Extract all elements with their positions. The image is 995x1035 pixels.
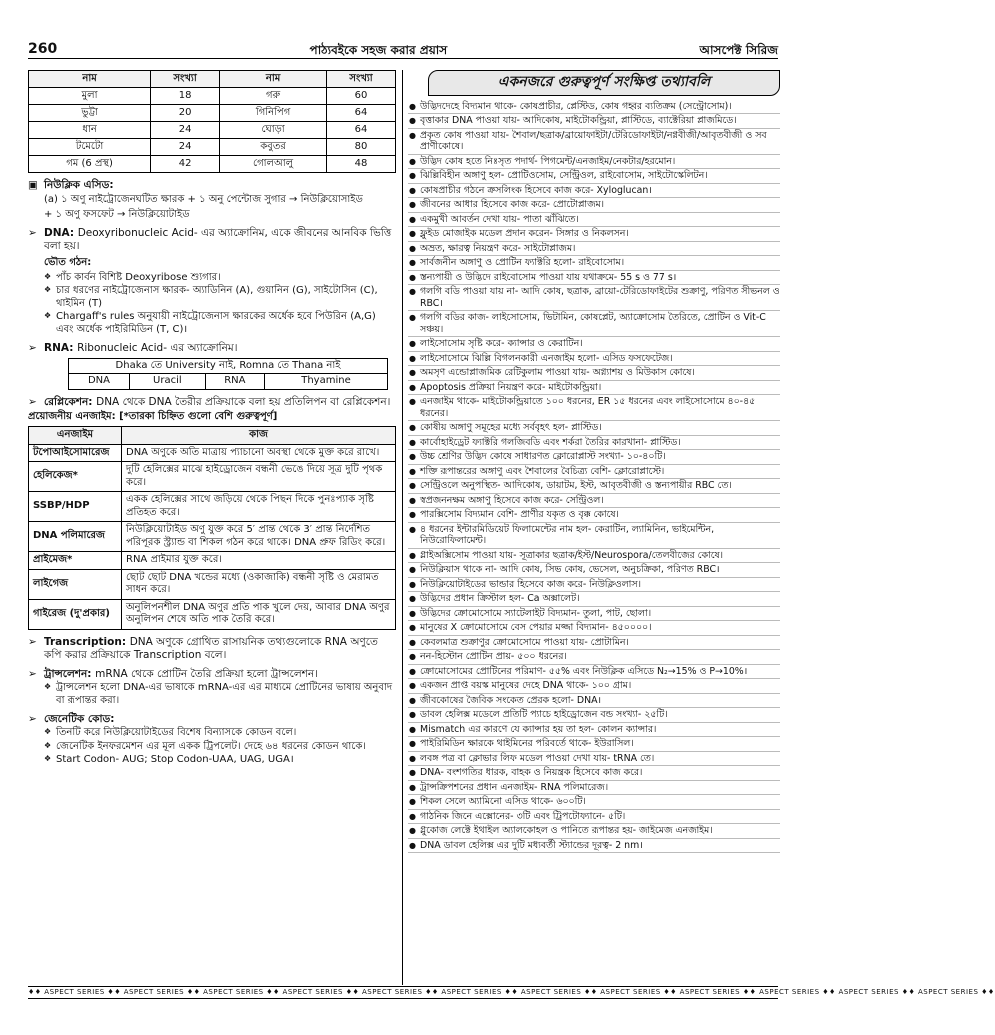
translation-section xyxy=(28,668,396,707)
table-cell: মুলা xyxy=(29,88,151,105)
enzyme-function: ছোট ছোট DNA খন্ডের মধ্যে (ওকাজাকি) বন্ধনী সৃষ্টি ও মেরামত সাধন করে। xyxy=(122,569,396,599)
fact-item: ● কেবলমাত্র শুক্রাণুর ক্রোমোসোমে পাওয়া যায়- প্রোটামিন। xyxy=(408,636,780,651)
section-label: রেপ্লিকেশন: xyxy=(44,395,93,408)
fact-item: ● শিকল সেলে অ্যামিনো এসিড থাকে- ৬০০টি। xyxy=(408,795,780,810)
table-header: নাম xyxy=(220,71,327,88)
table-row xyxy=(29,156,396,173)
table-row xyxy=(69,374,388,390)
table-cell: ভুট্টা xyxy=(29,105,151,122)
fact-item: ● ফ্লুইড মোজাইক মডেল প্রদান করেন- সিঙ্গার ও নিকলসন। xyxy=(408,227,780,242)
section-label: DNA: xyxy=(44,227,75,240)
right-column xyxy=(408,70,780,853)
fact-item: ● মানুষের X ক্রোমোসোমে বেস পেয়ার মজ্জা বিদ্যমান- ৪৫০০০০। xyxy=(408,621,780,636)
enzyme-function: RNA প্রাইমার যুক্ত করে। xyxy=(122,552,396,570)
table-row xyxy=(29,599,396,629)
section-text: DNA অণুকে গ্রোথিত রাসায়নিক তথ্যগুলোকে RNA অণুতে কপি করার প্রক্রিয়াকে Transcription বলে। xyxy=(44,635,378,661)
table-cell: গরু xyxy=(220,88,327,105)
list-item: ❖ জেনেটিক ইনফরমেশন এর মূল একক ট্রিপলেট। দেহে ৬৪ ধরনের কোডন থাকে। xyxy=(44,741,396,754)
fact-item: ● লাইসোসোমে ঝিল্লি বিগলনকারী এনজাইম হলো- এসিড ফসফেটেজ। xyxy=(408,352,780,367)
fact-item: ● ঝিল্লিবিহীন অঙ্গাণু হল- প্রোটিওসোম, সেন্ট্রিওল, রাইবোসোম, সাইটোস্কেলিটন। xyxy=(408,169,780,184)
footer-strip: ♦♦ ASPECT SERIES ♦♦ ASPECT SERIES ♦♦ ASPECT SERIES ♦♦ ASPECT SERIES ♦♦ ASPECT SERIES ♦♦ ASPECT SERIES ♦♦ ASPECT SERIES ♦♦ ASPECT SERIES ♦♦ ASPECT SERIES ♦♦ ASPECT SERIES ♦♦ ASPECT SERIES ♦♦ ASPECT SERIES ♦♦ xyxy=(28,986,778,999)
list-item: ❖ ট্রান্সলেশন হলো DNA-এর ভাষাকে mRNA-এর এর মাধ্যমে প্রোটিনের ভাষায় অনুবাদ বা রূপান্তর করা। xyxy=(44,682,396,707)
mnemonic-caption: Dhaka তে University নাই, Romna তে Thana নাই xyxy=(69,358,388,374)
fact-item: ● গাঠনিক জিনে এক্সোনের- ৩টি এবং ট্রিপটোফ্যানে- ৫টি। xyxy=(408,810,780,825)
arrow-bullet-icon: ➢ xyxy=(28,395,37,408)
enzyme-note: [*তারকা চিহ্নিত গুলো বেশি গুরুত্বপূর্ণ] xyxy=(119,410,278,422)
page-header xyxy=(28,42,778,59)
table-header-row xyxy=(29,427,396,445)
enzyme-name: SSBP/HDP xyxy=(29,492,122,522)
facts-list xyxy=(408,100,780,854)
sub-heading: ভৌত গঠন: xyxy=(44,257,92,269)
list-item: ❖ Start Codon- AUG; Stop Codon-UAA, UAG, UGA। xyxy=(44,754,396,767)
table-cell: 80 xyxy=(327,139,396,156)
table-cell: Thyamine xyxy=(264,374,387,390)
fact-item: ● গলগি বডি পাওয়া যায় না- আদি কোষ, ছত্রাক, ব্রায়ো-টেরিডোফাইটের শুক্রাণু, পরিণত সীভনল ও RBC। xyxy=(408,285,780,311)
genetic-code-section xyxy=(28,713,396,767)
fact-item: ● পারক্সিসোম বিদ্যমান বেশি- প্রাণীর যকৃত ও বৃক্ক কোষে। xyxy=(408,508,780,523)
section-text: DNA থেকে DNA তৈরীর প্রক্রিয়াকে বলা হয় প্রতিলিপন বা রেপ্লিকেশন। xyxy=(96,395,391,408)
enzyme-name: DNA পলিমারেজ xyxy=(29,522,122,552)
fact-item: ● উচ্চ শ্রেণির উদ্ভিদ কোষে সাধারণত ক্লোরোপ্লাস্ট সংখ্যা- ১০-৪০টি। xyxy=(408,450,780,465)
chromosome-table xyxy=(28,70,396,173)
table-row xyxy=(29,444,396,462)
enzyme-function: দুটি হেলিক্সের মাঝে হাইড্রোজেন বন্ধনী ভেঙে দিয়ে সূত্র দুটি পৃথক করে। xyxy=(122,462,396,492)
fact-item: ● অভ্রত, ক্ষারত্ব নিয়ন্ত্রণ করে- সাইটোপ্লাজম। xyxy=(408,242,780,257)
table-cell: 48 xyxy=(327,156,396,173)
fact-item: ● কোষপ্রাচীর গঠনে ক্রসলিংক হিসেবে কাজ করে- Xyloglucan। xyxy=(408,184,780,199)
table-cell: DNA xyxy=(69,374,130,390)
square-bullet-icon: ▣ xyxy=(28,179,38,191)
fact-item: ● উদ্ভিদদেহে বিদ্যমান থাকে- কোষপ্রাচীর, প্লেস্টিড, কোষ গহ্বর ব্যতিক্রম (সেন্ট্রোসোম)। xyxy=(408,100,780,115)
table-row xyxy=(29,122,396,139)
fact-item: ● বৃত্তাকার DNA পাওয়া যায়- আদিকোষ, মাইটোকন্ড্রিয়া, প্লাস্টিডে, ব্যাক্টেরিয়া প্লাজমিডে। xyxy=(408,114,780,129)
section-label: ট্রান্সলেশন: xyxy=(44,667,92,680)
transcription-section xyxy=(28,636,396,662)
enzyme-function: DNA অণুকে অতি মাত্রায় প্যাচানো অবস্থা থেকে মুক্ত করে রাখে। xyxy=(122,444,396,462)
enzyme-name: টপোআইসোমারেজ xyxy=(29,444,122,462)
fact-item: ● লবঙ্গ পত্র বা ক্লোভার লিফ মডেল পাওয়া দেখা যায়- tRNA তে। xyxy=(408,752,780,767)
mnemonic-table xyxy=(68,358,388,390)
table-cell: RNA xyxy=(205,374,264,390)
table-cell: 42 xyxy=(151,156,220,173)
table-cell: 60 xyxy=(327,88,396,105)
rna-section xyxy=(28,342,396,389)
fact-item: ● উদ্ভিদের ক্রোমোসোমে স্যাটেলাইট বিদ্যমান- তুলা, পাট, ছোলা। xyxy=(408,607,780,622)
fact-item: ● এনজাইম থাকে- মাইটোকন্ড্রিয়াতে ১০০ ধরনের, ER ১৫ ধরনের এবং লাইসোসোমে ৪০-৪৫ ধরনের। xyxy=(408,395,780,421)
table-header: সংখ্যা xyxy=(151,71,220,88)
fact-item: ● Mismatch এর কারণে যে ক্যান্সার হয় তা হল- কোলন ক্যান্সার। xyxy=(408,723,780,738)
arrow-bullet-icon: ➢ xyxy=(28,635,37,648)
enzyme-function: একক হেলিক্সের সাথে জড়িয়ে থেকে পিছন দিকে পুনঃপ্যাক সৃষ্টি প্রতিহত করে। xyxy=(122,492,396,522)
table-cell: 64 xyxy=(327,122,396,139)
enzyme-function: অনুলিপনশীল DNA অণুর প্রতি পাক খুলে দেয়, আবার DNA অণুর অনুলিপন শেষে অতি পাক তৈরি করে। xyxy=(122,599,396,629)
fact-item: ● নিউক্লিয়োটাইডের ভান্ডার হিসেবে কাজ করে- নিউক্লিওলাস। xyxy=(408,578,780,593)
table-row xyxy=(29,462,396,492)
arrow-bullet-icon: ➢ xyxy=(28,667,37,680)
fact-item: ● ক্রোমোসোমের প্রোটিনের পরিমাণ- ৫৫% এবং নিউক্লিক এসিডে N₂→15% ও P→10%। xyxy=(408,665,780,680)
page-number: 260 xyxy=(28,40,58,57)
arrow-bullet-icon: ➢ xyxy=(28,713,37,725)
section-text: Ribonucleic Acid- এর অ্যাক্রোনিম। xyxy=(77,342,238,355)
header-series-name: আসপেক্ট সিরিজ xyxy=(699,43,778,57)
enzyme-name: লাইগেজ xyxy=(29,569,122,599)
dna-points-list xyxy=(28,272,396,337)
column-divider xyxy=(402,70,403,985)
fact-item: ● শক্তি রূপান্তরের অঙ্গাণু এবং শৈবালের বৈচিত্র্য বেশি- ক্লোরোপ্লাস্টে। xyxy=(408,465,780,480)
list-item: ❖ তিনটি করে নিউক্লিয়োটাইডের বিশেষ বিন্যাসকে কোডন বলে। xyxy=(44,727,396,740)
section-label: Transcription: xyxy=(44,635,127,648)
section-heading: নিউক্লিক এসিড: xyxy=(44,179,114,191)
fact-item: ● DNA ডাবল হেলিক্স এর দুটি মধ্যবর্তী স্ট্যান্ডের দূরত্ব- 2 nm। xyxy=(408,839,780,854)
list-item: ❖ চার ধরণের নাইট্রোজেনাস ক্ষারক- অ্যাডিনিন (A), গুয়ানিন (G), সাইটোসিন (C), থাইমিন (T) xyxy=(44,285,396,310)
fact-item: ● DNA- বংশগতির ধারক, বাহক ও নিয়ন্ত্রক হিসেবে কাজ করে। xyxy=(408,766,780,781)
arrow-bullet-icon: ➢ xyxy=(28,227,37,240)
enzyme-name: হেলিকেজ* xyxy=(29,462,122,492)
table-cell: 64 xyxy=(327,105,396,122)
fact-item: ● স্তন্যপায়ী ও উদ্ভিদে রাইবোসোম পাওয়া যায় যথাক্রমে- 55 s ও 77 s। xyxy=(408,271,780,286)
section-text: Deoxyribonucleic Acid- এর অ্যাক্রোনিম, একে জীবনের আনবিক ভিত্তি বলা হয়। xyxy=(44,227,392,253)
formula-line: + ১ অণু ফসফেট → নিউক্লিয়োটাইড xyxy=(44,208,190,220)
fact-item: ● নন-হিস্টোন প্রোটিন প্রায়- ৫০০ ধরনের। xyxy=(408,650,780,665)
table-cell: ঘোড়া xyxy=(220,122,327,139)
section-text: mRNA থেকে প্রোটিন তৈরি প্রক্রিয়া হলো ট্রান্সলেশন। xyxy=(95,667,318,680)
translation-points-list xyxy=(28,682,396,707)
facts-title: একনজরে গুরুত্বপূর্ণ সংক্ষিপ্ত তথ্যাবলি xyxy=(428,70,780,96)
arrow-bullet-icon: ➢ xyxy=(28,342,37,355)
table-cell: 18 xyxy=(151,88,220,105)
section-label: RNA: xyxy=(44,342,74,355)
fact-item: ● গ্লাইঅক্সিসোম পাওয়া যায়- সূত্রাকার ছত্রাক/ইস্ট/Neurospora/তেলবীজের কোষে। xyxy=(408,549,780,564)
fact-item: ● সার্বজনীন অঙ্গাণু ও প্রোটিন ফ্যাক্টরি হলো- রাইবোসোম। xyxy=(408,256,780,271)
table-row xyxy=(29,88,396,105)
list-item: ❖ Chargaff's rules অনুযায়ী নাইট্রোজেনাস ক্ষারকের অর্ধেক হবে পিউরিন (A,G) এবং অর্ধেক পাইরিমিডিন (T, C)। xyxy=(44,311,396,336)
table-cell: ধান xyxy=(29,122,151,139)
fact-item: ● একমুখী আবর্তন দেখা যায়- পাতা ঝাঁঝিতে। xyxy=(408,213,780,228)
replication-section xyxy=(28,396,396,630)
fact-item: ● লাইসোসোম সৃষ্টি করে- ক্যান্সার ও কেরাটিন। xyxy=(408,337,780,352)
section-label: জেনেটিক কোড: xyxy=(44,713,115,725)
table-row xyxy=(29,139,396,156)
fact-item: ● প্রকৃত কোষ পাওয়া যায়- শৈবাল/ছত্রাক/ব্রায়োফাইটা/টেরিডোফাইটা/নগ্নবীজী/আবৃতবীজী ও সব প্রাণীকোষে। xyxy=(408,129,780,155)
enzyme-heading: প্রয়োজনীয় এনজাইম: xyxy=(28,410,116,422)
genetic-code-list xyxy=(28,727,396,767)
fact-item: ● কার্বোহাইড্রেট ফ্যাক্টরি গলজিবডি এবং শর্করা তৈরির কারখানা- প্লাস্টিড। xyxy=(408,436,780,451)
fact-item: ● সেন্ট্রিওলে অনুপস্থিত- আদিকোষ, ডায়াটম, ইস্ট, আবৃতবীজী ও স্তন্যপায়ীর RBC তে। xyxy=(408,479,780,494)
table-row xyxy=(29,552,396,570)
fact-item: ● নিউক্লিয়াস থাকে না- আদি কোষ, সিভ কোষ, ভেসেল, অনুচক্রিকা, পরিণত RBC। xyxy=(408,563,780,578)
table-header: এনজাইম xyxy=(29,427,122,445)
table-row xyxy=(29,492,396,522)
table-header: কাজ xyxy=(122,427,396,445)
table-cell: 24 xyxy=(151,122,220,139)
table-cell: Uracil xyxy=(129,374,205,390)
fact-item: ● একজন প্রাপ্ত বয়স্ক মানুষের দেহে DNA থাকে- ১০০ গ্রাম। xyxy=(408,679,780,694)
table-header-row xyxy=(29,71,396,88)
left-column xyxy=(28,70,396,768)
fact-item: ● জীবকোষের জৈবিক সংকেত প্রেরক হলো- DNA। xyxy=(408,694,780,709)
fact-item: ● ডাবল হেলিক্স মডেলে প্রতিটি প্যাচে হাইড্রোজেন বন্ড সংখ্যা- ২৫টি। xyxy=(408,708,780,723)
fact-item: ● Apoptosis প্রক্রিয়া নিয়ন্ত্রণ করে- মাইটোকন্ড্রিয়া। xyxy=(408,381,780,396)
fact-item: ● গ্লুকোজ লেক্টে ইথাইল অ্যালকোহল ও পানিতে রূপান্তর হয়- জাইমেজ এনজাইম। xyxy=(408,824,780,839)
enzyme-name: গাইরেজ (দু'প্রকার) xyxy=(29,599,122,629)
fact-item: ● অমসৃণ এন্ডোপ্লাজমিক রেটিকুলাম পাওয়া যায়- অগ্ন্যাশয় ও মিউকাস কোষে। xyxy=(408,366,780,381)
fact-item: ● পাইরিমিডিন ক্ষারকে থাইমিনের পরিবর্তে থাকে- ইউরাসিল। xyxy=(408,737,780,752)
dna-section xyxy=(28,227,396,336)
table-cell: 24 xyxy=(151,139,220,156)
fact-item: ● কোষীয় অঙ্গাণু সমূহের মধ্যে সর্ববৃহৎ হল- প্লাস্টিড। xyxy=(408,421,780,436)
list-item: ❖ পাঁচ কার্বন বিশিষ্ট Deoxyribose শ্যুগার। xyxy=(44,272,396,285)
table-cell: গিনিপিগ xyxy=(220,105,327,122)
fact-item: ● ট্রান্সক্রিপশনের প্রধান এনজাইম- RNA পলিমারেজ। xyxy=(408,781,780,796)
enzyme-table xyxy=(28,426,396,630)
fact-item: ● জীবনের আধার হিসেবে কাজ করে- প্রোটোপ্লাজম। xyxy=(408,198,780,213)
table-row xyxy=(29,105,396,122)
table-row xyxy=(29,522,396,552)
table-cell: টমেটো xyxy=(29,139,151,156)
table-cell: গম (6 প্রস্থ) xyxy=(29,156,151,173)
fact-item: ● স্বপ্রজননক্ষম অঙ্গাণু হিসেবে কাজ করে- সেন্ট্রিওল। xyxy=(408,494,780,509)
enzyme-name: প্রাইমেজ* xyxy=(29,552,122,570)
table-row xyxy=(29,569,396,599)
table-cell: কবুতর xyxy=(220,139,327,156)
fact-item: ● উদ্ভিদের প্রধান ক্রিস্টাল হল- Ca অক্সালেট। xyxy=(408,592,780,607)
table-header: নাম xyxy=(29,71,151,88)
fact-item: ● ৪ ধরনের ইন্টারমিডিয়েট ফিলামেন্টের নাম হল- কেরাটিন, ল্যামিনিন, ভাইমেন্টিন, নিউরোফিলামেন্ট। xyxy=(408,523,780,549)
fact-item: ● উদ্ভিদ কোষ হতে নিঃসৃত পদার্থ- পিগমেন্ট/এনজাইম/নেকটার/হরমোন। xyxy=(408,155,780,170)
table-header: সংখ্যা xyxy=(327,71,396,88)
header-center-title: পাঠ্যবইকে সহজ করার প্রয়াস xyxy=(309,43,448,57)
nucleic-acid-section xyxy=(28,179,396,221)
formula-line: (a) ১ অণু নাইট্রোজেনঘটিত ক্ষারক + ১ অনু পেন্টোজ সুগার → নিউক্লিয়োসাইড xyxy=(44,194,363,206)
enzyme-function: নিউক্লিয়োটাইড অণু যুক্ত করে 5′ প্রান্ত থেকে 3′ প্রান্ত নির্দেশিত পরিপূরক স্ট্র্যান্ড বা শিকল গঠন করে থাকে। DNA প্রুফ রিডিং করে। xyxy=(122,522,396,552)
table-cell: গোলআলু xyxy=(220,156,327,173)
fact-item: ● গলগি বডির কাজ- লাইসোসোম, ভিটামিন, কোষপ্লেট, অ্যাক্রোসোম তৈরিতে, প্রোটিন ও Vit-C সঞ্চয়। xyxy=(408,311,780,337)
table-cell: 20 xyxy=(151,105,220,122)
